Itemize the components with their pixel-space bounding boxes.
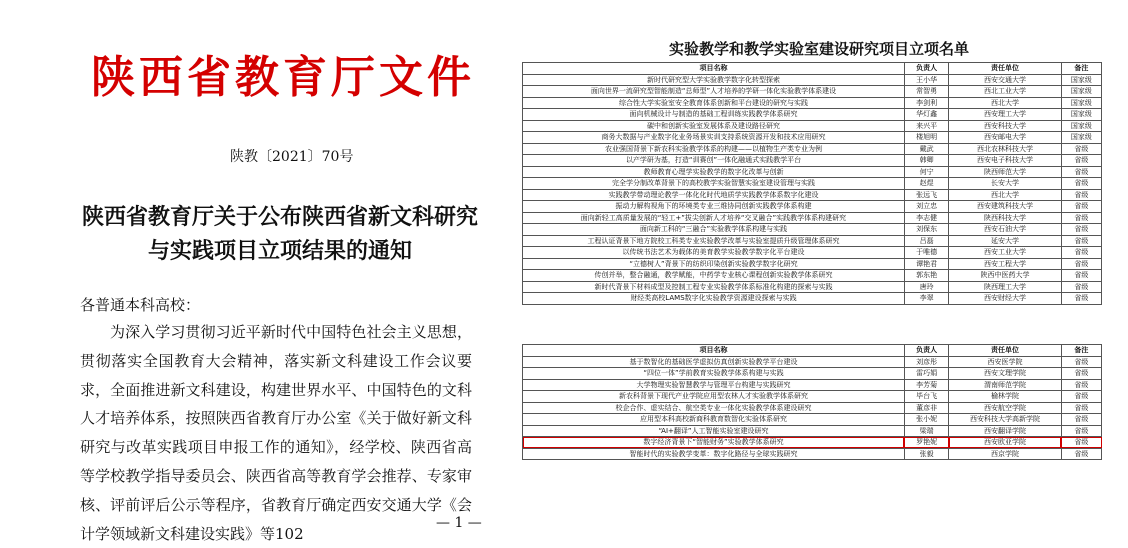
cell-leader: 张毅 xyxy=(904,448,948,460)
table-row xyxy=(523,155,1102,167)
cell-project-name: 振动力解构视角下的环境类专业三维协同创新实践教学体系构建 xyxy=(523,201,905,213)
cell-unit: 榆林学院 xyxy=(949,391,1062,403)
document-number: 陕教〔2021〕70号 xyxy=(230,149,354,165)
cell-leader: 来兴平 xyxy=(904,120,948,132)
cell-unit: 西京学院 xyxy=(949,448,1062,460)
cell-project-name: 以传统书法艺术为载体的美育教学实验教学数字化平台建设 xyxy=(523,247,905,259)
cell-remark: 省级 xyxy=(1061,212,1101,224)
cell-remark: 省级 xyxy=(1061,281,1101,293)
table-row xyxy=(523,356,1102,368)
cell-leader: 楼旭明 xyxy=(904,132,948,144)
cell-unit: 西北大学 xyxy=(949,97,1062,109)
cell-leader: 华灯鑫 xyxy=(904,109,948,121)
list-title: 实验教学和教学实验室建设研究项目立项名单 xyxy=(668,40,969,58)
cell-remark: 省级 xyxy=(1061,437,1101,449)
cell-unit: 西北农林科技大学 xyxy=(949,143,1062,155)
cell-remark: 省级 xyxy=(1061,178,1101,190)
cell-unit: 西安交通大学 xyxy=(949,74,1062,86)
cell-project-name: 教师教育心理学实验教学的数字化改革与创新 xyxy=(523,166,905,178)
cell-leader: 张小妮 xyxy=(904,414,948,426)
cell-unit: 陕西科技大学 xyxy=(949,212,1062,224)
cell-unit: 西安理工大学 xyxy=(949,109,1062,121)
cell-project-name: 应用型本科高校新商科教育数智化实验体系研究 xyxy=(523,414,905,426)
cell-remark: 国家级 xyxy=(1061,86,1101,98)
cell-unit: 西安航空学院 xyxy=(949,402,1062,414)
cell-unit: 西安医学院 xyxy=(949,356,1062,368)
notice-title-line1: 陕西省教育厅关于公布陕西省新文科研究 xyxy=(81,204,478,230)
cell-project-name: 碳中和创新实验室发展体系及建设路径研究 xyxy=(523,120,905,132)
table-row xyxy=(523,86,1102,98)
cell-remark: 省级 xyxy=(1061,166,1101,178)
table-row xyxy=(523,437,1102,449)
cell-project-name: 面向新轻工高质量发展的“轻工+”拔尖创新人才培养“交叉融合”实践教学体系构建研究 xyxy=(523,212,905,224)
cell-unit: 西安石油大学 xyxy=(949,224,1062,236)
cell-leader: 郭东艳 xyxy=(904,270,948,282)
cell-remark: 国家级 xyxy=(1061,74,1101,86)
table-row xyxy=(523,368,1102,380)
cell-unit: 陕西师范大学 xyxy=(949,166,1062,178)
cell-unit: 西安工业大学 xyxy=(949,247,1062,259)
cell-remark: 省级 xyxy=(1061,235,1101,247)
cell-leader: 赵煜 xyxy=(904,178,948,190)
table-row xyxy=(523,448,1102,460)
cell-unit: 西安科技大学高新学院 xyxy=(949,414,1062,426)
cell-leader: 李翠 xyxy=(904,293,948,305)
cell-unit: 西安电子科技大学 xyxy=(949,155,1062,167)
cell-leader: 王小华 xyxy=(904,74,948,86)
cell-leader: 雷巧娟 xyxy=(904,368,948,380)
cell-project-name: 大学物理实验智慧教学与管理平台构建与实践研究 xyxy=(523,379,905,391)
cell-project-name: 面向世界一流研究型智能制造“总师型”人才培养的学研一体化实验教学体系建设 xyxy=(523,86,905,98)
cell-unit: 西安财经大学 xyxy=(949,293,1062,305)
cell-unit: 西安文理学院 xyxy=(949,368,1062,380)
cell-remark: 省级 xyxy=(1061,201,1101,213)
table-row xyxy=(523,235,1102,247)
cell-remark: 省级 xyxy=(1061,425,1101,437)
cell-remark: 省级 xyxy=(1061,448,1101,460)
cell-project-name: 完全学分制改革背景下的高校教学实验智慧实验室建设管理与实践 xyxy=(523,178,905,190)
cell-remark: 省级 xyxy=(1061,293,1101,305)
cell-project-name: 数字经济背景下“智能财务”实验教学体系研究 xyxy=(523,437,905,449)
cell-remark: 国家级 xyxy=(1061,132,1101,144)
cell-project-name: 农业强国背景下新农科实验教学体系的构建——以植物生产类专业为例 xyxy=(523,143,905,155)
cell-unit: 西安工程大学 xyxy=(949,258,1062,270)
table-row xyxy=(523,74,1102,86)
cell-leader: 谭艳君 xyxy=(904,258,948,270)
project-table-1 xyxy=(522,62,1102,305)
table-row xyxy=(523,414,1102,426)
cell-unit: 延安大学 xyxy=(949,235,1062,247)
salutation: 各普通本科高校： xyxy=(80,296,201,314)
cell-leader: 李芳菊 xyxy=(904,379,948,391)
table-row xyxy=(523,97,1102,109)
header-remark: 备注 xyxy=(1061,63,1101,75)
cell-unit: 陕西理工大学 xyxy=(949,281,1062,293)
table-row xyxy=(523,224,1102,236)
cell-remark: 省级 xyxy=(1061,379,1101,391)
table-row xyxy=(523,402,1102,414)
cell-unit: 长安大学 xyxy=(949,178,1062,190)
table-row xyxy=(523,109,1102,121)
cell-project-name: “立德树人”背景下的纺织印染创新实验教学数字化研究 xyxy=(523,258,905,270)
cell-leader: 李志健 xyxy=(904,212,948,224)
table-row xyxy=(523,293,1102,305)
cell-remark: 省级 xyxy=(1061,189,1101,201)
cell-unit: 西安翻译学院 xyxy=(949,425,1062,437)
cell-leader: 毕台飞 xyxy=(904,391,948,403)
cell-project-name: 商务大数据与产业数字化业务场景实训支持系统资源开发和技术应用研究 xyxy=(523,132,905,144)
table-row xyxy=(523,379,1102,391)
cell-project-name: 智能时代的实验教学变革：数字化路径与全球实践研究 xyxy=(523,448,905,460)
cell-unit: 渭南师范学院 xyxy=(949,379,1062,391)
cell-unit: 西安邮电大学 xyxy=(949,132,1062,144)
header-leader: 负责人 xyxy=(904,63,948,75)
cell-remark: 省级 xyxy=(1061,368,1101,380)
cell-remark: 省级 xyxy=(1061,224,1101,236)
notice-title-line2: 与实践项目立项结果的通知 xyxy=(147,238,412,264)
cell-leader: 罗艳妮 xyxy=(904,437,948,449)
cell-project-name: “四位一体”学前教育实验教学体系构建与实践 xyxy=(523,368,905,380)
cell-leader: 于唯德 xyxy=(904,247,948,259)
header-unit: 责任单位 xyxy=(949,63,1062,75)
table-row xyxy=(523,425,1102,437)
project-table-2 xyxy=(522,344,1102,460)
cell-unit: 西安建筑科技大学 xyxy=(949,201,1062,213)
cell-remark: 国家级 xyxy=(1061,109,1101,121)
cell-project-name: 新时代研究型大学实验教学数字化转型探索 xyxy=(523,74,905,86)
cell-leader: 李剑利 xyxy=(904,97,948,109)
table-row xyxy=(523,270,1102,282)
cell-project-name: 工程认证背景下地方院校工科类专业实验教学改革与实验室提质升级管理体系研究 xyxy=(523,235,905,247)
cell-project-name: 综合性大学实验室安全教育体系创新和平台建设的研究与实践 xyxy=(523,97,905,109)
header-project-name: 项目名称 xyxy=(523,345,905,357)
table-row xyxy=(523,166,1102,178)
table-header-row xyxy=(523,63,1102,75)
table-row xyxy=(523,247,1102,259)
cell-leader: 吕磊 xyxy=(904,235,948,247)
cell-remark: 省级 xyxy=(1061,143,1101,155)
cell-unit: 西北大学 xyxy=(949,189,1062,201)
project-list-page xyxy=(510,0,1128,540)
cell-unit: 陕西中医药大学 xyxy=(949,270,1062,282)
cell-project-name: 实践教学带动理论教学一体化化时代地质学实践教学体系数字化建设 xyxy=(523,189,905,201)
notice-title xyxy=(60,200,500,268)
cell-remark: 省级 xyxy=(1061,155,1101,167)
table-row xyxy=(523,281,1102,293)
header-unit: 责任单位 xyxy=(949,345,1062,357)
table-row xyxy=(523,258,1102,270)
page-number: — 1 — xyxy=(436,515,482,531)
body-paragraph: 为深入学习贯彻习近平新时代中国特色社会主义思想，贯彻落实全国教育大会精神，落实新文科建设工作会议要求，全面推进新文科建设，构建世界水平、中国特色的文科人才培养体系，按照陕西省教育厅办公室《关于做好新文科研究与改革实践项目申报工作的通知》，经学校、陕西省高等学校教学指导委员会、陕西省高等教育学会推荐、专家审核、评前评后公示等程序，省教育厅确定西安交通大学《会计学领域新文科建设实践》等102 xyxy=(80,323,472,543)
cell-leader: 张远飞 xyxy=(904,189,948,201)
document-header-title: 陕西省教育厅文件 xyxy=(91,52,475,103)
cell-unit: 西安科技大学 xyxy=(949,120,1062,132)
cell-project-name: 面向机械设计与制造的基础工程训练实践教学体系研究 xyxy=(523,109,905,121)
cell-remark: 省级 xyxy=(1061,414,1101,426)
cell-leader: 刘立忠 xyxy=(904,201,948,213)
cell-leader: 董彦非 xyxy=(904,402,948,414)
cell-leader: 梁瑞 xyxy=(904,425,948,437)
cell-leader: 常智勇 xyxy=(904,86,948,98)
cell-leader: 韩卿 xyxy=(904,155,948,167)
table-row xyxy=(523,391,1102,403)
cell-leader: 刘保东 xyxy=(904,224,948,236)
header-project-name: 项目名称 xyxy=(523,63,905,75)
table-row xyxy=(523,132,1102,144)
notice-document xyxy=(0,0,560,543)
cell-leader: 刘彦彤 xyxy=(904,356,948,368)
cell-project-name: 财经类高校LAMS数字化实验教学资源建设探索与实践 xyxy=(523,293,905,305)
table-row xyxy=(523,212,1102,224)
table-row xyxy=(523,178,1102,190)
cell-project-name: 以产学研为基，打造“训赛创”一体化融通式实践教学平台 xyxy=(523,155,905,167)
cell-remark: 省级 xyxy=(1061,247,1101,259)
table-row xyxy=(523,189,1102,201)
table-header-row xyxy=(523,345,1102,357)
cell-project-name: 新时代背景下材料成型及控制工程专业实验教学体系标准化构建的探索与实践 xyxy=(523,281,905,293)
cell-remark: 国家级 xyxy=(1061,97,1101,109)
cell-leader: 唐玲 xyxy=(904,281,948,293)
cell-project-name: 基于数智化的基础医学虚拟仿真创新实验教学平台建设 xyxy=(523,356,905,368)
header-leader: 负责人 xyxy=(904,345,948,357)
cell-remark: 省级 xyxy=(1061,258,1101,270)
cell-project-name: 新农科背景下现代产业学院应用型农林人才实验教学体系研究 xyxy=(523,391,905,403)
table-row xyxy=(523,120,1102,132)
cell-project-name: 校企合作、虚实结合、航空类专业一体化实验教学体系建设研究 xyxy=(523,402,905,414)
cell-remark: 省级 xyxy=(1061,270,1101,282)
cell-unit: 西北工业大学 xyxy=(949,86,1062,98)
cell-remark: 省级 xyxy=(1061,402,1101,414)
table-row xyxy=(523,143,1102,155)
cell-unit: 西安欧亚学院 xyxy=(949,437,1062,449)
cell-project-name: 面向新工科的“三融合”实验教学体系构建与实践 xyxy=(523,224,905,236)
header-remark: 备注 xyxy=(1061,345,1101,357)
cell-leader: 何宁 xyxy=(904,166,948,178)
cell-project-name: “AI+翻译”人工智能实验室建设研究 xyxy=(523,425,905,437)
table-row xyxy=(523,201,1102,213)
cell-remark: 省级 xyxy=(1061,356,1101,368)
cell-project-name: 传创并举，整合融通，教学赋能，中药学专业核心课程创新实验教学体系研究 xyxy=(523,270,905,282)
cell-remark: 省级 xyxy=(1061,391,1101,403)
cell-remark: 国家级 xyxy=(1061,120,1101,132)
cell-leader: 戴武 xyxy=(904,143,948,155)
